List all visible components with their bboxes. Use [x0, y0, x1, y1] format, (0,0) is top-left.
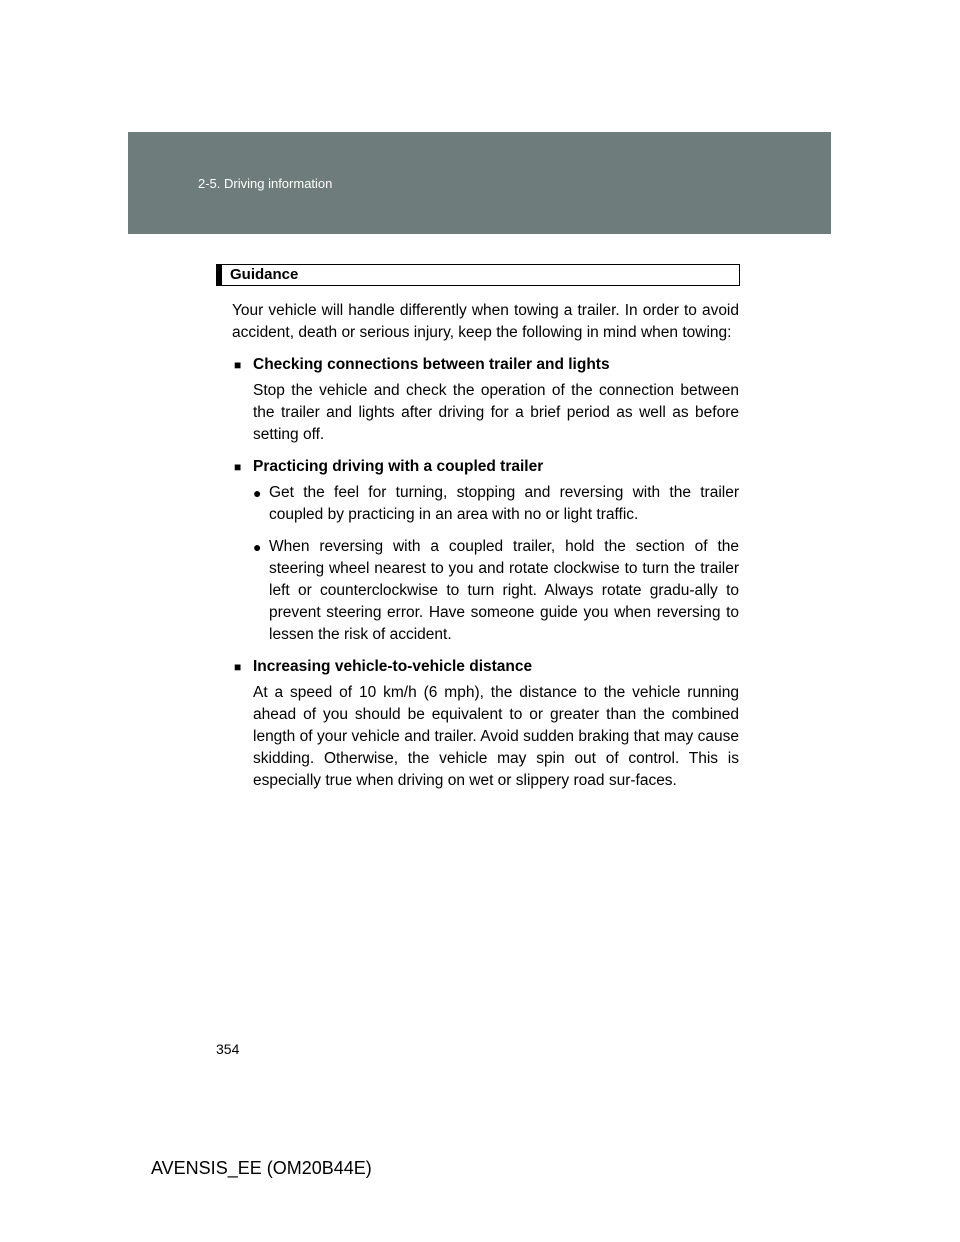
page-number: 354: [216, 1041, 240, 1057]
document-code: AVENSIS_EE (OM20B44E): [151, 1158, 372, 1178]
bullet-text: When reversing with a coupled trailer, hold the section of the steering wheel nearest to you and rotate clockwise to turn the trailer left or counterclockwise to turn right. Always rotate gradu-ally to prevent steering error. Have someone guide you when reversing to lessen the risk of accident.: [269, 538, 739, 643]
item-body: Stop the vehicle and check the operation of the connection between the trailer and lights after driving for a brief period as well as before setting off.: [253, 382, 739, 443]
item-vehicle-distance: [232, 656, 739, 792]
square-bullet-icon: ■: [234, 358, 242, 372]
guidance-heading: Guidance: [230, 266, 299, 283]
intro-paragraph: Your vehicle will handle differently when towing a trailer. In order to avoid accident, death or serious injury, keep the following in mind when towing:: [232, 302, 739, 341]
item-checking-connections: [232, 354, 739, 446]
item-title: Increasing vehicle-to-vehicle distance: [253, 658, 533, 675]
item-title: Practicing driving with a coupled trailer: [253, 458, 544, 475]
round-bullet-icon: ●: [253, 485, 262, 501]
item-body: At a speed of 10 km/h (6 mph), the distance to the vehicle running ahead of you should be equivalent to or greater than the combined length of your vehicle and trailer. Avoid sudden braking that may cause skidding. Otherwise, the vehicle may spin out of control. This is especially true when driving on wet or slippery road sur-faces.: [253, 684, 739, 789]
item-practicing-driving: [232, 456, 739, 646]
list-item: [253, 482, 739, 526]
guidance-accent-bar: [217, 265, 222, 285]
bullet-text: Get the feel for turning, stopping and reversing with the trailer coupled by practicing in an area with no or light traffic.: [269, 484, 739, 523]
guidance-content: [232, 300, 739, 802]
header-band: [128, 132, 831, 234]
list-item: [253, 536, 739, 646]
round-bullet-icon: ●: [253, 539, 262, 555]
square-bullet-icon: ■: [234, 460, 242, 474]
section-title: 2-5. Driving information: [198, 176, 333, 191]
item-title: Checking connections between trailer and lights: [253, 356, 610, 373]
square-bullet-icon: ■: [234, 660, 242, 674]
guidance-heading-box: [216, 264, 740, 286]
